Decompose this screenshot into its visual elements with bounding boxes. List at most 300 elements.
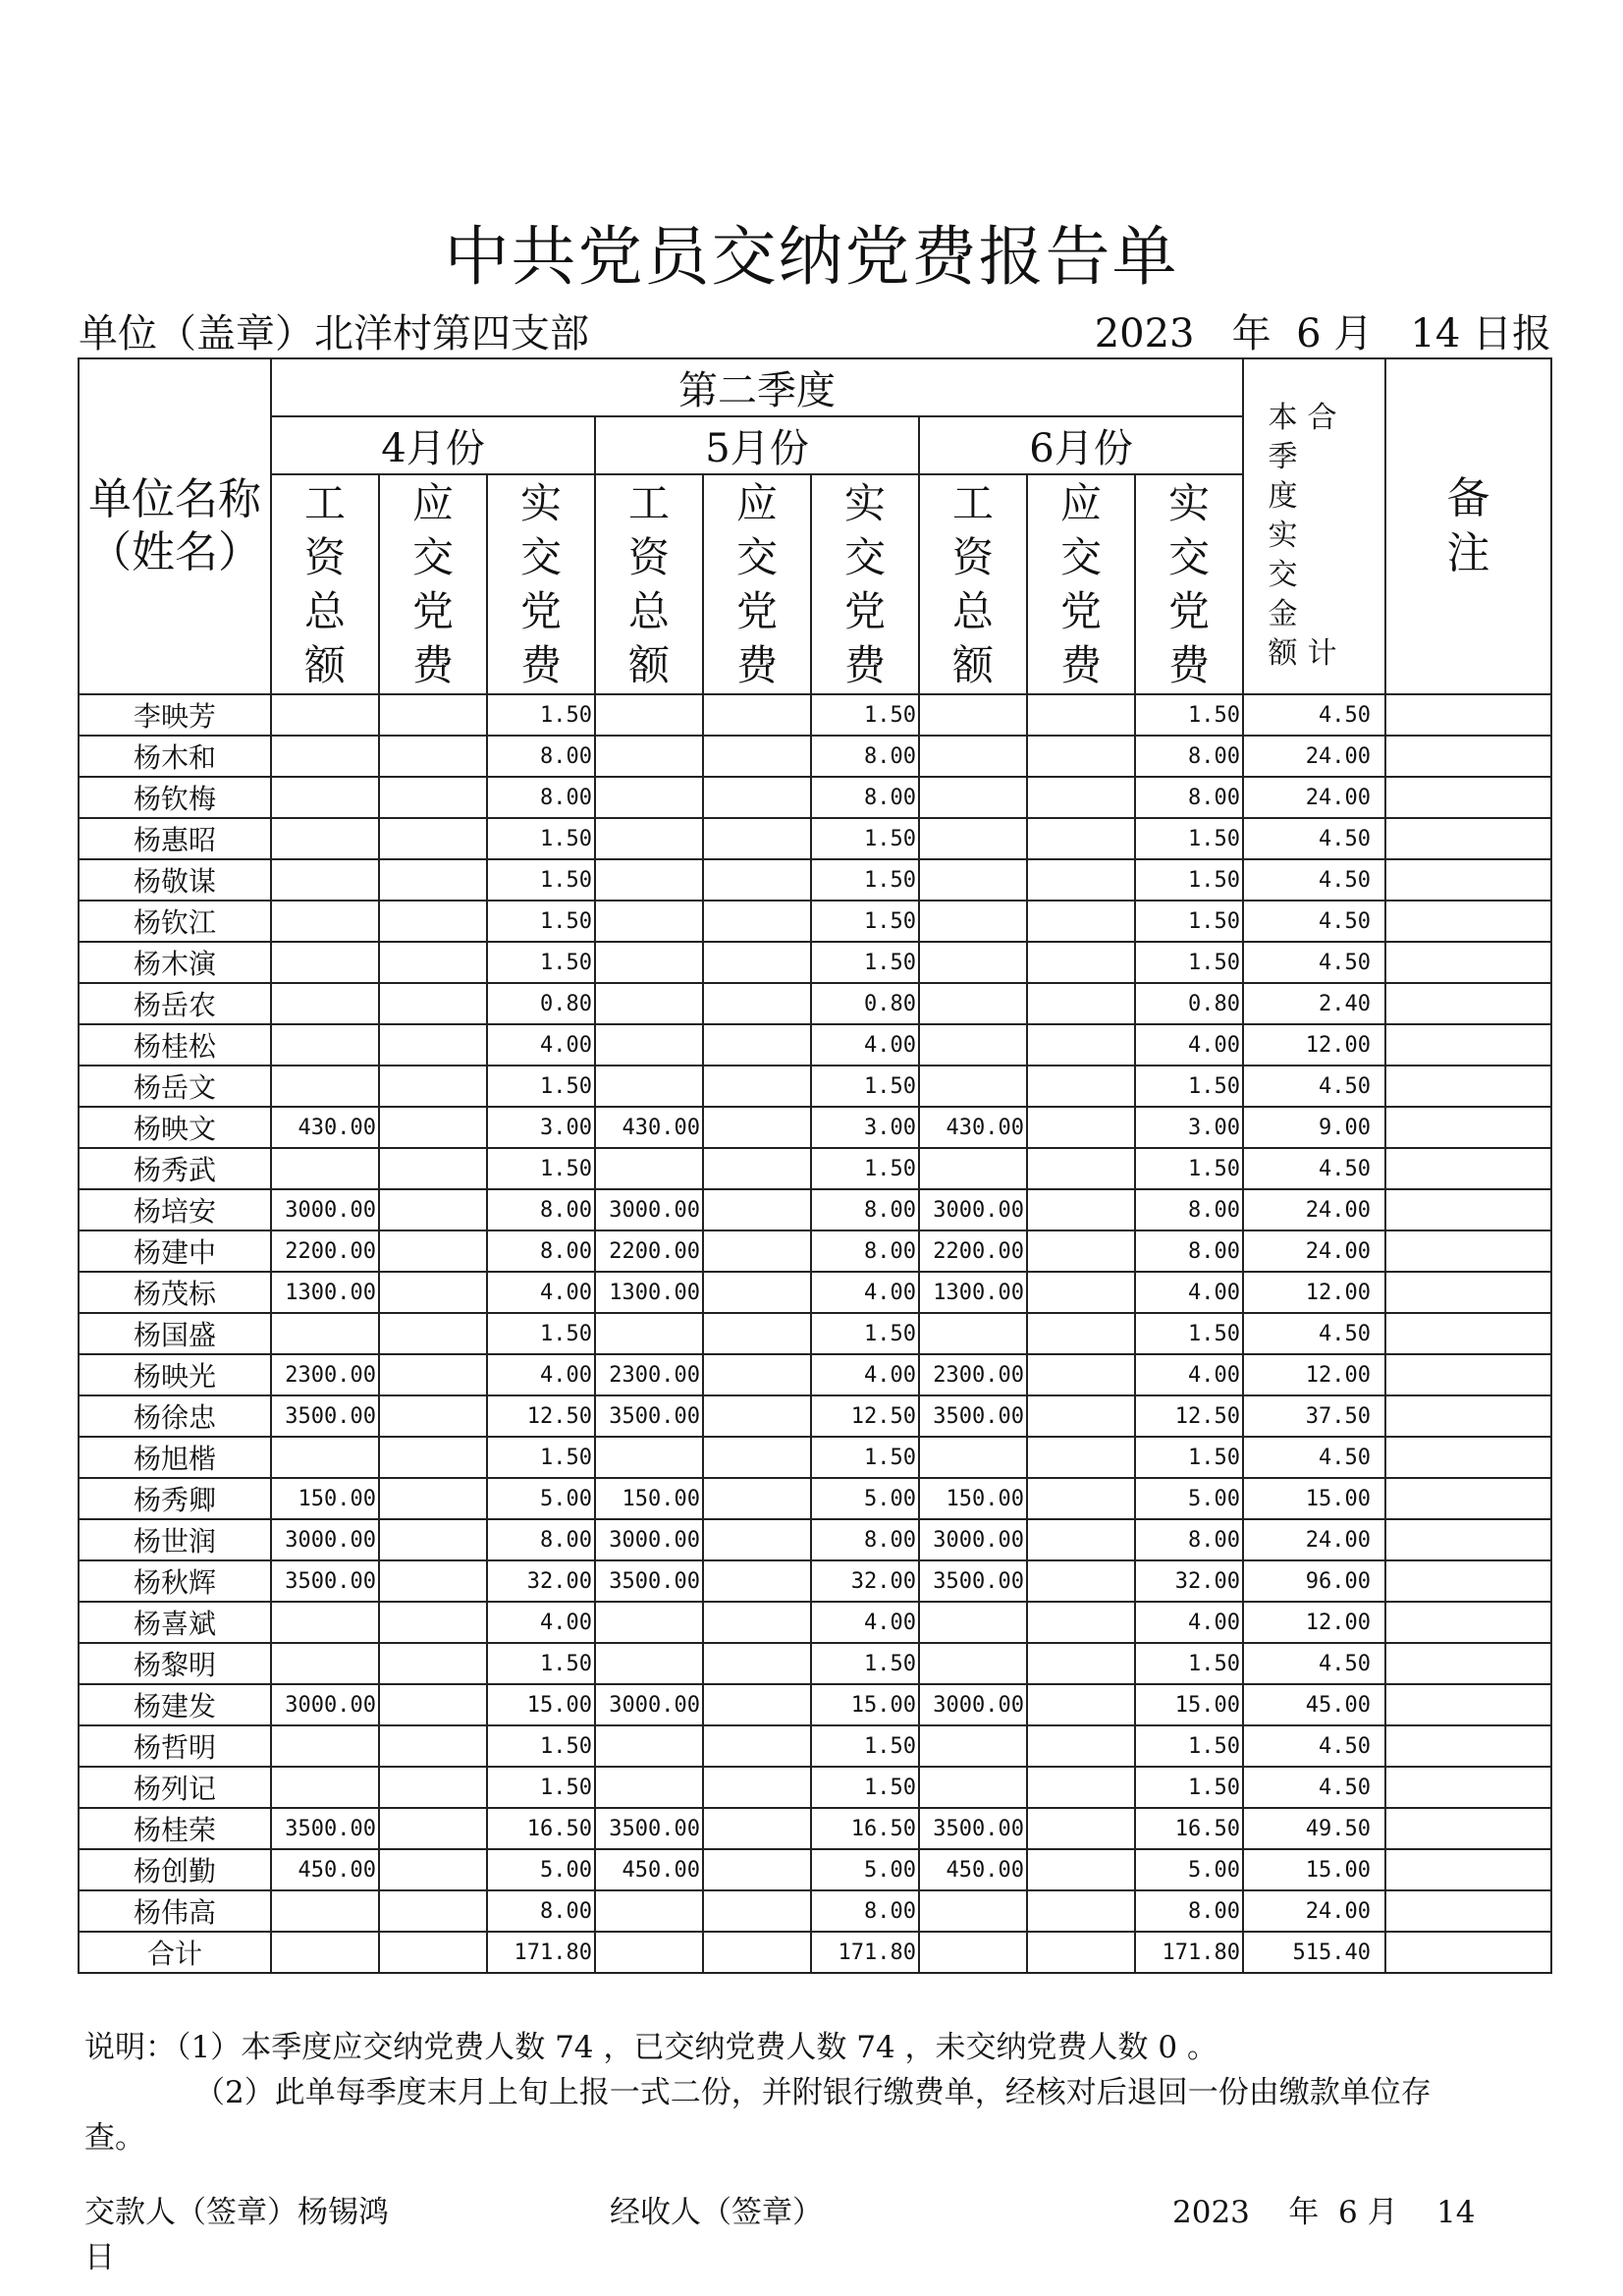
- dues-payable-cell: [379, 818, 487, 859]
- wage-total-cell: 3500.00: [919, 1560, 1027, 1602]
- note-cell: [1385, 859, 1551, 901]
- table-row: [79, 1437, 1551, 1478]
- wage-total-cell: [271, 859, 379, 901]
- table-row: [79, 1189, 1551, 1230]
- dues-payable-cell: [703, 1437, 811, 1478]
- wage-total-cell: 2300.00: [271, 1354, 379, 1395]
- note-header-line2: 注: [1446, 528, 1490, 578]
- wage-total-cell: 450.00: [271, 1849, 379, 1890]
- receiver-signature: 经收人（签章）: [610, 2195, 823, 2230]
- wage-total-cell: 2200.00: [595, 1230, 703, 1272]
- dues-payable-cell: [1027, 1272, 1135, 1313]
- quarter-total-cell: 4.50: [1243, 1313, 1385, 1354]
- wage-total-cell: [595, 1066, 703, 1107]
- member-name: 杨培安: [79, 1189, 271, 1230]
- wage-total-cell: 1300.00: [919, 1272, 1027, 1313]
- quarter-total-cell: 12.00: [1243, 1602, 1385, 1643]
- quarter-total-cell: 15.00: [1243, 1849, 1385, 1890]
- note-line-1: 说明：（1）本季度应交纳党费人数 74 ，已交纳党费人数 74 ，未交纳党费人数 0 。: [84, 2030, 1217, 2065]
- dues-payable-cell: [703, 1148, 811, 1189]
- name-header-line2: （姓名）: [88, 527, 261, 577]
- wage-total-cell: [595, 1932, 703, 1973]
- dues-payable-cell: [703, 1643, 811, 1684]
- dues-paid-cell: 1.50: [1135, 901, 1243, 942]
- subheader-may-dues-paid: 实 交 党 费: [811, 474, 919, 694]
- wage-total-cell: [271, 1437, 379, 1478]
- quarter-total-cell: 4.50: [1243, 1066, 1385, 1107]
- member-name: 杨哲明: [79, 1725, 271, 1767]
- quarter-total-cell: 24.00: [1243, 1230, 1385, 1272]
- table-row: [79, 1313, 1551, 1354]
- dues-payable-cell: [1027, 1560, 1135, 1602]
- quarter-total-cell: 15.00: [1243, 1478, 1385, 1519]
- dues-paid-cell: 8.00: [487, 736, 595, 777]
- dues-payable-cell: [379, 694, 487, 736]
- wage-total-cell: [595, 901, 703, 942]
- dues-payable-cell: [379, 1932, 487, 1973]
- note-header-line1: 备: [1446, 473, 1490, 523]
- subheader-may-dues-payable: 应 交 党 费: [703, 474, 811, 694]
- member-name: 杨敬谋: [79, 859, 271, 901]
- table-row: [79, 1107, 1551, 1148]
- dues-payable-cell: [1027, 1189, 1135, 1230]
- dues-paid-cell: 1.50: [1135, 1313, 1243, 1354]
- table-row: [79, 1560, 1551, 1602]
- wage-total-cell: 3500.00: [919, 1808, 1027, 1849]
- dues-payable-cell: [703, 1354, 811, 1395]
- table-row: [79, 777, 1551, 818]
- dues-paid-cell: 4.00: [1135, 1354, 1243, 1395]
- table-row: [79, 1272, 1551, 1313]
- wage-total-cell: 3000.00: [595, 1519, 703, 1560]
- wage-total-cell: 3000.00: [271, 1684, 379, 1725]
- note-cell: [1385, 1395, 1551, 1437]
- note-cell: [1385, 901, 1551, 942]
- footer-date: 2023 年 6 月 14: [1172, 2195, 1476, 2230]
- dues-paid-cell: 1.50: [811, 859, 919, 901]
- note-line-2: （2）此单每季度末月上旬上报一式二份，并附银行缴费单，经核对后退回一份由缴款单位存: [194, 2075, 1432, 2110]
- dues-payable-cell: [379, 1684, 487, 1725]
- dues-paid-cell: 12.50: [811, 1395, 919, 1437]
- note-cell: [1385, 1725, 1551, 1767]
- dues-payable-cell: [1027, 1148, 1135, 1189]
- note-cell: [1385, 983, 1551, 1024]
- member-name: 杨岳文: [79, 1066, 271, 1107]
- dues-paid-cell: 1.50: [1135, 1437, 1243, 1478]
- dues-payable-cell: [379, 1437, 487, 1478]
- dues-paid-cell: 8.00: [1135, 1230, 1243, 1272]
- dues-paid-cell: 8.00: [811, 1519, 919, 1560]
- note-cell: [1385, 1024, 1551, 1066]
- quarter-grand-total-cell: 515.40: [1243, 1932, 1385, 1973]
- dues-payable-cell: [703, 1230, 811, 1272]
- dues-payable-cell: [1027, 818, 1135, 859]
- table-row: [79, 1684, 1551, 1725]
- wage-total-cell: 3000.00: [919, 1189, 1027, 1230]
- quarter-total-cell: 2.40: [1243, 983, 1385, 1024]
- dues-paid-cell: 4.00: [1135, 1024, 1243, 1066]
- note-cell: [1385, 1437, 1551, 1478]
- dues-payable-cell: [379, 983, 487, 1024]
- member-name: 李映芳: [79, 694, 271, 736]
- wage-total-cell: [595, 983, 703, 1024]
- wage-total-cell: [595, 1767, 703, 1808]
- wage-total-cell: [919, 1602, 1027, 1643]
- note-cell: [1385, 1808, 1551, 1849]
- dues-paid-cell: 8.00: [1135, 1189, 1243, 1230]
- member-name: 杨桂松: [79, 1024, 271, 1066]
- table-row: [79, 1354, 1551, 1395]
- dues-paid-cell: 32.00: [487, 1560, 595, 1602]
- wage-total-cell: 3500.00: [271, 1395, 379, 1437]
- dues-payable-cell: [703, 1395, 811, 1437]
- dues-paid-cell: 8.00: [1135, 777, 1243, 818]
- wage-total-cell: [595, 942, 703, 983]
- quarter-total-cell: 24.00: [1243, 1519, 1385, 1560]
- wage-total-cell: [919, 1437, 1027, 1478]
- dues-payable-cell: [703, 736, 811, 777]
- wage-total-cell: 3500.00: [271, 1808, 379, 1849]
- dues-paid-cell: 4.00: [811, 1024, 919, 1066]
- wage-total-cell: 450.00: [595, 1849, 703, 1890]
- dues-paid-cell: 4.00: [1135, 1272, 1243, 1313]
- wage-total-cell: [271, 1066, 379, 1107]
- note-cell: [1385, 1849, 1551, 1890]
- subheader-april-dues-payable: 应 交 党 费: [379, 474, 487, 694]
- subheader-june-wage-total: 工 资 总 额: [919, 474, 1027, 694]
- wage-total-cell: [595, 1024, 703, 1066]
- note-cell: [1385, 1148, 1551, 1189]
- wage-total-cell: [271, 736, 379, 777]
- dues-payable-cell: [1027, 859, 1135, 901]
- wage-total-cell: [595, 777, 703, 818]
- subheader-april-wage-total: 工 资 总 额: [271, 474, 379, 694]
- table-row: [79, 901, 1551, 942]
- note-line-3: 查。: [84, 2120, 145, 2156]
- dues-paid-total-cell: 171.80: [1135, 1932, 1243, 1973]
- wage-total-cell: [271, 818, 379, 859]
- dues-payable-cell: [703, 859, 811, 901]
- dues-payable-cell: [1027, 736, 1135, 777]
- quarter-total-cell: 24.00: [1243, 1189, 1385, 1230]
- month-header-june: 6月份: [919, 416, 1243, 474]
- table-row: [79, 1148, 1551, 1189]
- dues-paid-cell: 1.50: [487, 901, 595, 942]
- subheader-may-wage-total: 工 资 总 额: [595, 474, 703, 694]
- month-header-april: 4月份: [271, 416, 595, 474]
- quarter-total-cell: 12.00: [1243, 1024, 1385, 1066]
- member-name: 杨钦江: [79, 901, 271, 942]
- member-name: 杨旭楷: [79, 1437, 271, 1478]
- wage-total-cell: [919, 694, 1027, 736]
- note-header: [1385, 358, 1551, 694]
- table-row: [79, 1890, 1551, 1932]
- dues-payable-cell: [379, 1478, 487, 1519]
- dues-paid-cell: 8.00: [811, 777, 919, 818]
- member-name: 杨列记: [79, 1767, 271, 1808]
- dues-paid-cell: 1.50: [811, 942, 919, 983]
- name-header: [79, 358, 271, 694]
- dues-payable-cell: [1027, 1519, 1135, 1560]
- wage-total-cell: [919, 1024, 1027, 1066]
- dues-payable-cell: [703, 983, 811, 1024]
- wage-total-cell: 3500.00: [595, 1560, 703, 1602]
- dues-payable-cell: [379, 1395, 487, 1437]
- member-name: 杨徐忠: [79, 1395, 271, 1437]
- wage-total-cell: [271, 1643, 379, 1684]
- quarter-total-cell: 45.00: [1243, 1684, 1385, 1725]
- wage-total-cell: [271, 777, 379, 818]
- dues-paid-cell: 15.00: [811, 1684, 919, 1725]
- dues-payable-cell: [703, 694, 811, 736]
- dues-paid-cell: 1.50: [811, 1313, 919, 1354]
- wage-total-cell: [919, 1066, 1027, 1107]
- note-cell: [1385, 1602, 1551, 1643]
- dues-payable-cell: [703, 1890, 811, 1932]
- member-name: 杨木和: [79, 736, 271, 777]
- dues-paid-cell: 1.50: [487, 818, 595, 859]
- wage-total-cell: [595, 1643, 703, 1684]
- dues-payable-cell: [703, 1725, 811, 1767]
- dues-payable-cell: [703, 942, 811, 983]
- total-header-col2: 合 计: [1307, 401, 1337, 671]
- note-cell: [1385, 1932, 1551, 1973]
- dues-paid-cell: 1.50: [487, 1725, 595, 1767]
- member-name: 杨创勤: [79, 1849, 271, 1890]
- wage-total-cell: [271, 942, 379, 983]
- dues-paid-cell: 4.00: [811, 1354, 919, 1395]
- dues-paid-cell: 1.50: [1135, 1066, 1243, 1107]
- note-cell: [1385, 1272, 1551, 1313]
- quarter-total-cell: 4.50: [1243, 859, 1385, 901]
- dues-paid-cell: 1.50: [1135, 1725, 1243, 1767]
- page-title: 中共党员交纳党费报告单: [444, 219, 1179, 295]
- note-cell: [1385, 1107, 1551, 1148]
- dues-paid-cell: 16.50: [487, 1808, 595, 1849]
- dues-payable-cell: [1027, 1107, 1135, 1148]
- member-name: 杨映文: [79, 1107, 271, 1148]
- note-cell: [1385, 1684, 1551, 1725]
- wage-total-cell: [271, 983, 379, 1024]
- dues-paid-cell: 1.50: [811, 1725, 919, 1767]
- note-cell: [1385, 1189, 1551, 1230]
- dues-payable-cell: [703, 1107, 811, 1148]
- month-header-may: 5月份: [595, 416, 919, 474]
- wage-total-cell: [919, 818, 1027, 859]
- member-name: 杨惠昭: [79, 818, 271, 859]
- dues-paid-cell: 3.00: [1135, 1107, 1243, 1148]
- dues-payable-cell: [703, 1066, 811, 1107]
- note-cell: [1385, 1890, 1551, 1932]
- wage-total-cell: [919, 1725, 1027, 1767]
- quarter-total-cell: 49.50: [1243, 1808, 1385, 1849]
- note-cell: [1385, 736, 1551, 777]
- wage-total-cell: 2200.00: [271, 1230, 379, 1272]
- wage-total-cell: 2200.00: [919, 1230, 1027, 1272]
- wage-total-cell: [919, 736, 1027, 777]
- quarter-total-header: [1243, 358, 1385, 694]
- member-name: 杨钦梅: [79, 777, 271, 818]
- table-row: [79, 1478, 1551, 1519]
- dues-paid-cell: 1.50: [1135, 1148, 1243, 1189]
- dues-paid-cell: 8.00: [487, 1230, 595, 1272]
- wage-total-cell: [919, 1890, 1027, 1932]
- wage-total-cell: 1300.00: [271, 1272, 379, 1313]
- wage-total-cell: [919, 1643, 1027, 1684]
- dues-payable-cell: [703, 1602, 811, 1643]
- wage-total-cell: 430.00: [919, 1107, 1027, 1148]
- dues-payable-cell: [379, 1767, 487, 1808]
- quarter-total-cell: 24.00: [1243, 777, 1385, 818]
- wage-total-cell: 3000.00: [919, 1519, 1027, 1560]
- dues-payable-cell: [1027, 1890, 1135, 1932]
- dues-paid-cell: 5.00: [1135, 1849, 1243, 1890]
- table-row: [79, 1849, 1551, 1890]
- dues-payable-cell: [379, 1024, 487, 1066]
- dues-payable-cell: [379, 736, 487, 777]
- dues-paid-cell: 5.00: [487, 1849, 595, 1890]
- dues-payable-cell: [703, 1189, 811, 1230]
- wage-total-cell: [919, 942, 1027, 983]
- note-cell: [1385, 777, 1551, 818]
- dues-paid-cell: 1.50: [487, 1313, 595, 1354]
- dues-paid-cell: 4.00: [811, 1602, 919, 1643]
- subheader-june-dues-paid: 实 交 党 费: [1135, 474, 1243, 694]
- dues-payable-cell: [703, 901, 811, 942]
- note-cell: [1385, 1230, 1551, 1272]
- dues-payable-cell: [379, 1272, 487, 1313]
- table-row: [79, 1725, 1551, 1767]
- wage-total-cell: [919, 859, 1027, 901]
- table-row: [79, 983, 1551, 1024]
- quarter-total-cell: 4.50: [1243, 694, 1385, 736]
- table-row: [79, 1024, 1551, 1066]
- dues-paid-cell: 0.80: [811, 983, 919, 1024]
- wage-total-cell: [919, 1148, 1027, 1189]
- dues-paid-cell: 4.00: [487, 1602, 595, 1643]
- dues-payable-cell: [1027, 1230, 1135, 1272]
- dues-paid-cell: 5.00: [811, 1478, 919, 1519]
- member-name: 杨国盛: [79, 1313, 271, 1354]
- note-cell: [1385, 1478, 1551, 1519]
- dues-paid-cell: 1.50: [487, 1643, 595, 1684]
- dues-payable-cell: [379, 1890, 487, 1932]
- total-header-col1: 本 季 度 实 交 金 额: [1268, 401, 1298, 671]
- wage-total-cell: [271, 1148, 379, 1189]
- dues-payable-cell: [703, 1024, 811, 1066]
- payer-signature: 交款人（签章）杨锡鸿: [84, 2195, 389, 2230]
- dues-paid-cell: 4.00: [487, 1354, 595, 1395]
- dues-paid-cell: 8.00: [487, 1890, 595, 1932]
- table-row: [79, 1066, 1551, 1107]
- quarter-total-cell: 24.00: [1243, 1890, 1385, 1932]
- quarter-total-cell: 24.00: [1243, 736, 1385, 777]
- quarter-total-cell: 4.50: [1243, 1767, 1385, 1808]
- dues-payable-cell: [1027, 1725, 1135, 1767]
- dues-payable-cell: [379, 777, 487, 818]
- dues-paid-cell: 0.80: [1135, 983, 1243, 1024]
- dues-payable-cell: [703, 1560, 811, 1602]
- dues-payable-cell: [703, 818, 811, 859]
- quarter-total-cell: 12.00: [1243, 1272, 1385, 1313]
- wage-total-cell: [919, 777, 1027, 818]
- dues-paid-cell: 1.50: [1135, 1767, 1243, 1808]
- quarter-total-cell: 9.00: [1243, 1107, 1385, 1148]
- unit-label: 单位（盖章）北洋村第四支部: [79, 311, 589, 356]
- wage-total-cell: 3500.00: [919, 1395, 1027, 1437]
- dues-paid-cell: 1.50: [1135, 818, 1243, 859]
- member-name: 杨黎明: [79, 1643, 271, 1684]
- wage-total-cell: 3500.00: [595, 1808, 703, 1849]
- footer-day: 日: [84, 2240, 115, 2275]
- dues-payable-cell: [1027, 1024, 1135, 1066]
- dues-payable-cell: [1027, 1932, 1135, 1973]
- dues-paid-cell: 5.00: [1135, 1478, 1243, 1519]
- note-cell: [1385, 1767, 1551, 1808]
- note-cell: [1385, 942, 1551, 983]
- dues-payable-cell: [379, 1808, 487, 1849]
- wage-total-cell: 3000.00: [271, 1189, 379, 1230]
- dues-paid-total-cell: 171.80: [487, 1932, 595, 1973]
- subheader-april-dues-paid: 实 交 党 费: [487, 474, 595, 694]
- dues-paid-cell: 1.50: [811, 1066, 919, 1107]
- dues-payable-cell: [1027, 1437, 1135, 1478]
- table-row: [79, 736, 1551, 777]
- table-row: [79, 694, 1551, 736]
- dues-paid-cell: 32.00: [1135, 1560, 1243, 1602]
- wage-total-cell: 3000.00: [271, 1519, 379, 1560]
- wage-total-cell: [595, 818, 703, 859]
- dues-table: [78, 357, 1552, 1974]
- dues-payable-cell: [379, 942, 487, 983]
- member-name: 杨喜斌: [79, 1602, 271, 1643]
- dues-payable-cell: [703, 1272, 811, 1313]
- quarter-total-cell: 96.00: [1243, 1560, 1385, 1602]
- wage-total-cell: 3000.00: [919, 1684, 1027, 1725]
- dues-payable-cell: [703, 1849, 811, 1890]
- dues-paid-cell: 1.50: [487, 1767, 595, 1808]
- dues-payable-cell: [379, 1107, 487, 1148]
- wage-total-cell: [595, 694, 703, 736]
- dues-paid-cell: 1.50: [811, 901, 919, 942]
- dues-paid-cell: 12.50: [1135, 1395, 1243, 1437]
- dues-paid-cell: 8.00: [811, 1890, 919, 1932]
- quarter-total-cell: 4.50: [1243, 1643, 1385, 1684]
- wage-total-cell: 3000.00: [595, 1189, 703, 1230]
- table-row: [79, 1230, 1551, 1272]
- dues-paid-cell: 1.50: [487, 1148, 595, 1189]
- wage-total-cell: 3500.00: [271, 1560, 379, 1602]
- wage-total-cell: 1300.00: [595, 1272, 703, 1313]
- dues-paid-cell: 1.50: [487, 859, 595, 901]
- table-row: [79, 1808, 1551, 1849]
- member-name: 杨木演: [79, 942, 271, 983]
- dues-paid-cell: 8.00: [1135, 1890, 1243, 1932]
- wage-total-cell: [271, 1932, 379, 1973]
- dues-payable-cell: [1027, 983, 1135, 1024]
- dues-payable-cell: [379, 859, 487, 901]
- dues-payable-cell: [379, 1066, 487, 1107]
- dues-paid-cell: 1.50: [487, 942, 595, 983]
- dues-paid-cell: 8.00: [487, 1189, 595, 1230]
- dues-payable-cell: [1027, 1395, 1135, 1437]
- member-name: 杨映光: [79, 1354, 271, 1395]
- wage-total-cell: [271, 1725, 379, 1767]
- total-label: 合计: [79, 1932, 271, 1973]
- dues-payable-cell: [703, 1478, 811, 1519]
- dues-paid-cell: 8.00: [487, 1519, 595, 1560]
- dues-paid-cell: 1.50: [811, 1767, 919, 1808]
